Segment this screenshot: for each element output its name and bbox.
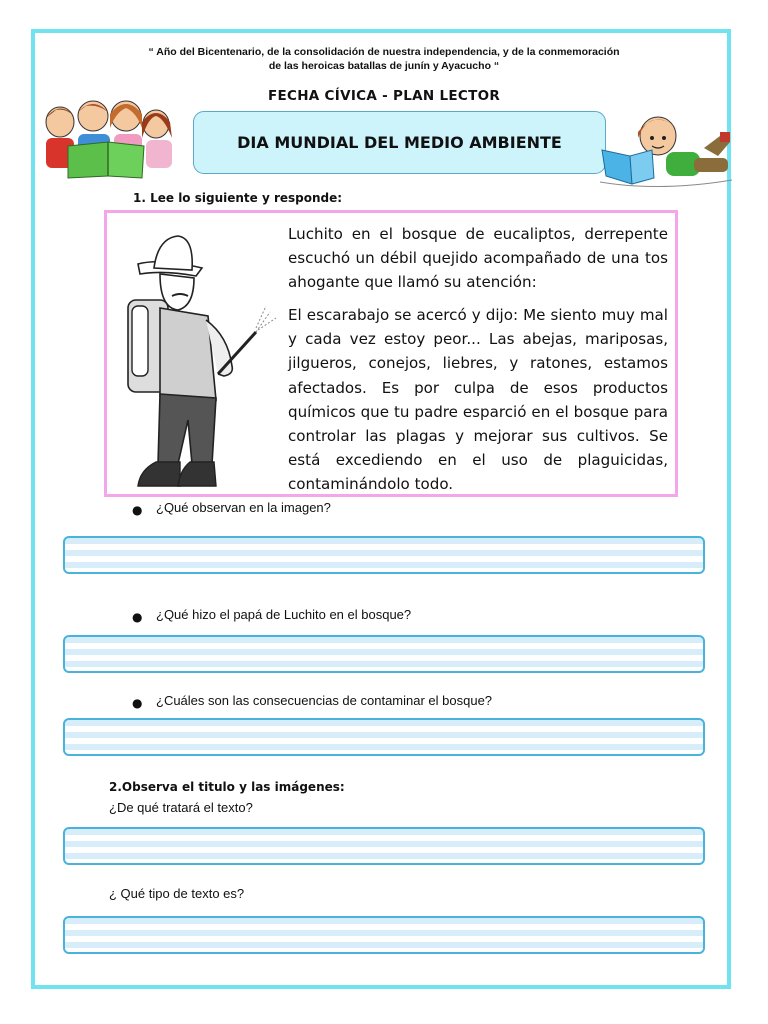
story-text [288, 222, 668, 505]
question-text-topic: ¿De qué tratará el texto? [109, 800, 253, 815]
children-reading-illustration [38, 98, 180, 180]
boy-reading-illustration [600, 108, 735, 188]
motto-line-1: “ Año del Bicentenario, de la consolidación de nuestra independencia, y de la conmemoración [148, 46, 620, 58]
answer-box-3[interactable] [63, 718, 705, 756]
answer-box-1[interactable] [63, 536, 705, 574]
question-consequences: ¿Cuáles son las consecuencias de contaminar el bosque? [156, 693, 493, 708]
title-banner [193, 111, 606, 174]
section-2-label: 2.Observa el titulo y las imágenes: [109, 780, 345, 794]
answer-box-2[interactable] [63, 635, 705, 673]
question-observe-image: ¿Qué observan en la imagen? [156, 500, 331, 515]
answer-box-5[interactable] [63, 916, 705, 954]
story-paragraph-1: Luchito en el bosque de eucaliptos, derrepente escuchó un débil quejido acompañado de una tos ahogante que llamó su atención: [288, 225, 668, 292]
bullet-icon: ● [132, 696, 143, 710]
title-text: DIA MUNDIAL DEL MEDIO AMBIENTE [237, 133, 562, 152]
motto-line-2: de las heroicas batallas de junín y Ayacucho “ [268, 60, 500, 72]
question-text-type: ¿ Qué tipo de texto es? [109, 886, 245, 901]
section-1-label: 1. Lee lo siguiente y responde: [133, 191, 343, 205]
page-heading: FECHA CÍVICA - PLAN LECTOR [267, 88, 501, 104]
question-father-action: ¿Qué hizo el papá de Luchito en el bosque? [156, 607, 412, 622]
story-paragraph-2: El escarabajo se acercó y dijo: Me siento muy mal y cada vez estoy peor... Las abejas, mariposas, jilgueros, conejos, liebres, y ratones, estamos afectados. Es por culpa de esos productos químicos que tu padre esparció en el bosque para controlar las plagas y mejorar sus cultivos. Se está excediendo en el uso de plaguicidas, contaminándolo todo. [288, 306, 668, 493]
farmer-spraying-illustration [120, 224, 280, 492]
bullet-icon: ● [132, 503, 143, 517]
answer-box-4[interactable] [63, 827, 705, 865]
bullet-icon: ● [132, 610, 143, 624]
